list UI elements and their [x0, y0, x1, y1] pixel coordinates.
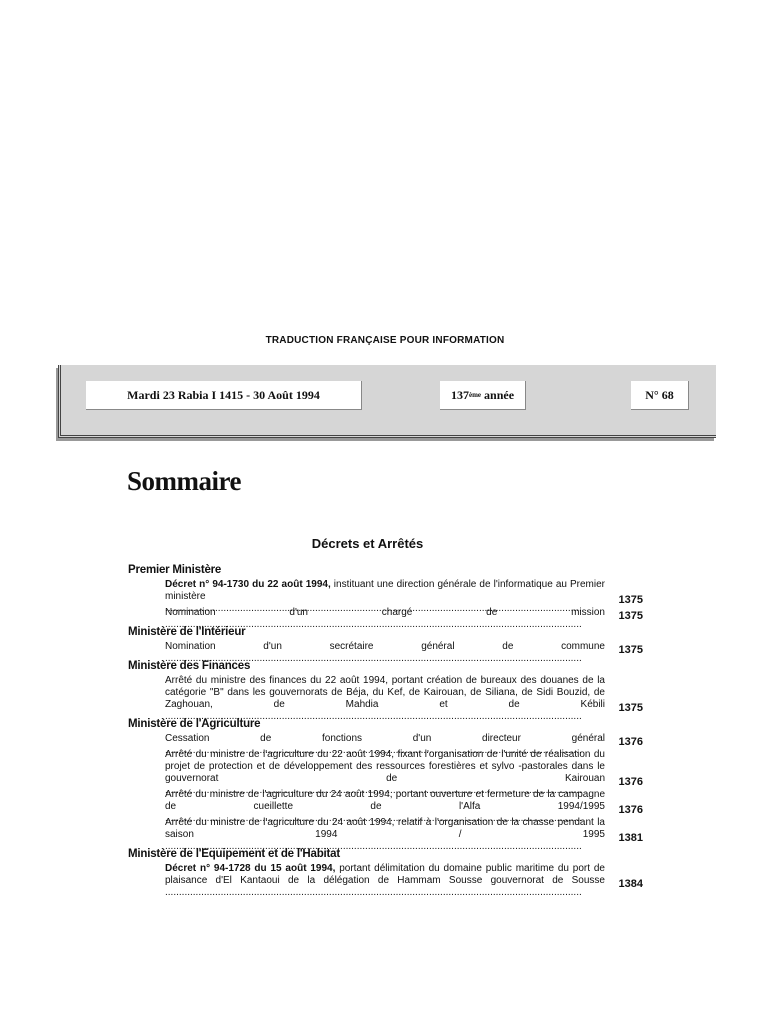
- toc-entry[interactable]: [165, 817, 643, 844]
- toc-entry-text: [165, 579, 608, 603]
- year-number: 137: [450, 387, 469, 402]
- issue-year: 137 ème année: [440, 381, 526, 410]
- ministry-heading: Ministère de l'Intérieur: [128, 626, 246, 638]
- toc-entry[interactable]: [165, 789, 643, 816]
- toc-entry[interactable]: [165, 579, 643, 606]
- toc-entry[interactable]: [165, 863, 643, 890]
- toc-entry[interactable]: [165, 641, 643, 656]
- table-of-contents: [128, 564, 643, 894]
- issue-number: N° 68: [631, 381, 689, 410]
- page-number: 1375: [618, 594, 643, 606]
- page-number: 1376: [618, 736, 643, 748]
- ministry-group: [128, 660, 643, 714]
- page-title: Sommaire: [127, 466, 241, 496]
- ministry-group: [128, 848, 643, 890]
- toc-entry-description: Arrêté du ministre des finances du 22 août 1994, portant création de bureaux des douanes de la catégorie "B" dans les gouvernorats de Béja, du Kef, de Kairouan, de Siliana, de Sidi Bouzid, de Zaghouan, de Mahdia et de Kébili .....: [165, 675, 608, 722]
- toc-entry-description: instituant une direction générale de l'informatique au Premier ministère .....: [165, 579, 608, 614]
- page-number: 1375: [618, 610, 643, 622]
- toc-entry-text: [165, 641, 605, 653]
- toc-entry[interactable]: [165, 733, 643, 748]
- page-number: 1375: [618, 702, 643, 714]
- toc-entry-text: [165, 675, 608, 711]
- toc-entry-text: [165, 749, 608, 785]
- year-word: année: [481, 387, 515, 402]
- toc-entry[interactable]: [165, 749, 643, 788]
- page-number: 1381: [618, 832, 643, 844]
- page-number: 1375: [618, 644, 643, 656]
- issue-banner: [58, 365, 716, 438]
- section-title: Décrets et Arrêtés: [311, 536, 424, 551]
- toc-entry-description: Arrêté du ministre de l'agriculture du 24 août 1994, portant ouverture et fermeture de la campagne de cueillette de l'Alfa 1994/1995 .....: [165, 789, 608, 824]
- toc-entry-description: Nomination d'un secrétaire général de commune .....: [165, 641, 608, 664]
- page-number: 1384: [618, 878, 643, 890]
- decree-reference: Décret n° 94-1728 du 15 août 1994,: [165, 863, 336, 874]
- toc-entry-text: [165, 863, 608, 887]
- toc-entry-description: Arrêté du ministre de l'agriculture du 24 août 1994, relatif à l'organisation de la chasse pendant la saison 1994 / 1995 .....: [165, 817, 608, 852]
- page-number: 1376: [618, 804, 643, 816]
- toc-entry-text: [165, 789, 608, 813]
- ministry-group: [128, 718, 643, 844]
- toc-entry-description: Cessation de fonctions d'un directeur général .....: [165, 733, 608, 756]
- toc-entry-text: [165, 607, 605, 619]
- ministry-heading: Premier Ministère: [128, 564, 222, 576]
- toc-entry-description: portant délimitation du domaine public maritime du port de plaisance d'El Kantaoui de la délégation de Hammam Sousse gouvernorat de Sousse .....: [165, 863, 608, 898]
- toc-entry-text: [165, 733, 605, 745]
- toc-entry-text: [165, 817, 608, 841]
- toc-entry-description: Arrêté du ministre de l'agriculture du 22 août 1994, fixant l'organisation de l'unité de réalisation du projet de protection et de développement des ressources forestières et sylvo -pastorales dans le gouvernorat de Kairouan .....: [165, 749, 608, 796]
- ministry-heading: Ministère de l'Equipement et de l'Habitat: [128, 848, 340, 860]
- toc-entry[interactable]: [165, 607, 643, 622]
- issue-date: Mardi 23 Rabia I 1415 - 30 Août 1994: [86, 381, 362, 410]
- toc-entry-description: Nomination d'un chargé de mission .....: [165, 607, 608, 630]
- ministry-heading: Ministère des Finances: [128, 660, 251, 672]
- ministry-heading: Ministère de l'Agriculture: [128, 718, 261, 730]
- translation-notice: TRADUCTION FRANÇAISE POUR INFORMATION: [265, 335, 505, 346]
- decree-reference: Décret n° 94-1730 du 22 août 1994,: [165, 579, 331, 590]
- toc-entry[interactable]: [165, 675, 643, 714]
- page-number: 1376: [618, 776, 643, 788]
- ministry-group: [128, 564, 643, 622]
